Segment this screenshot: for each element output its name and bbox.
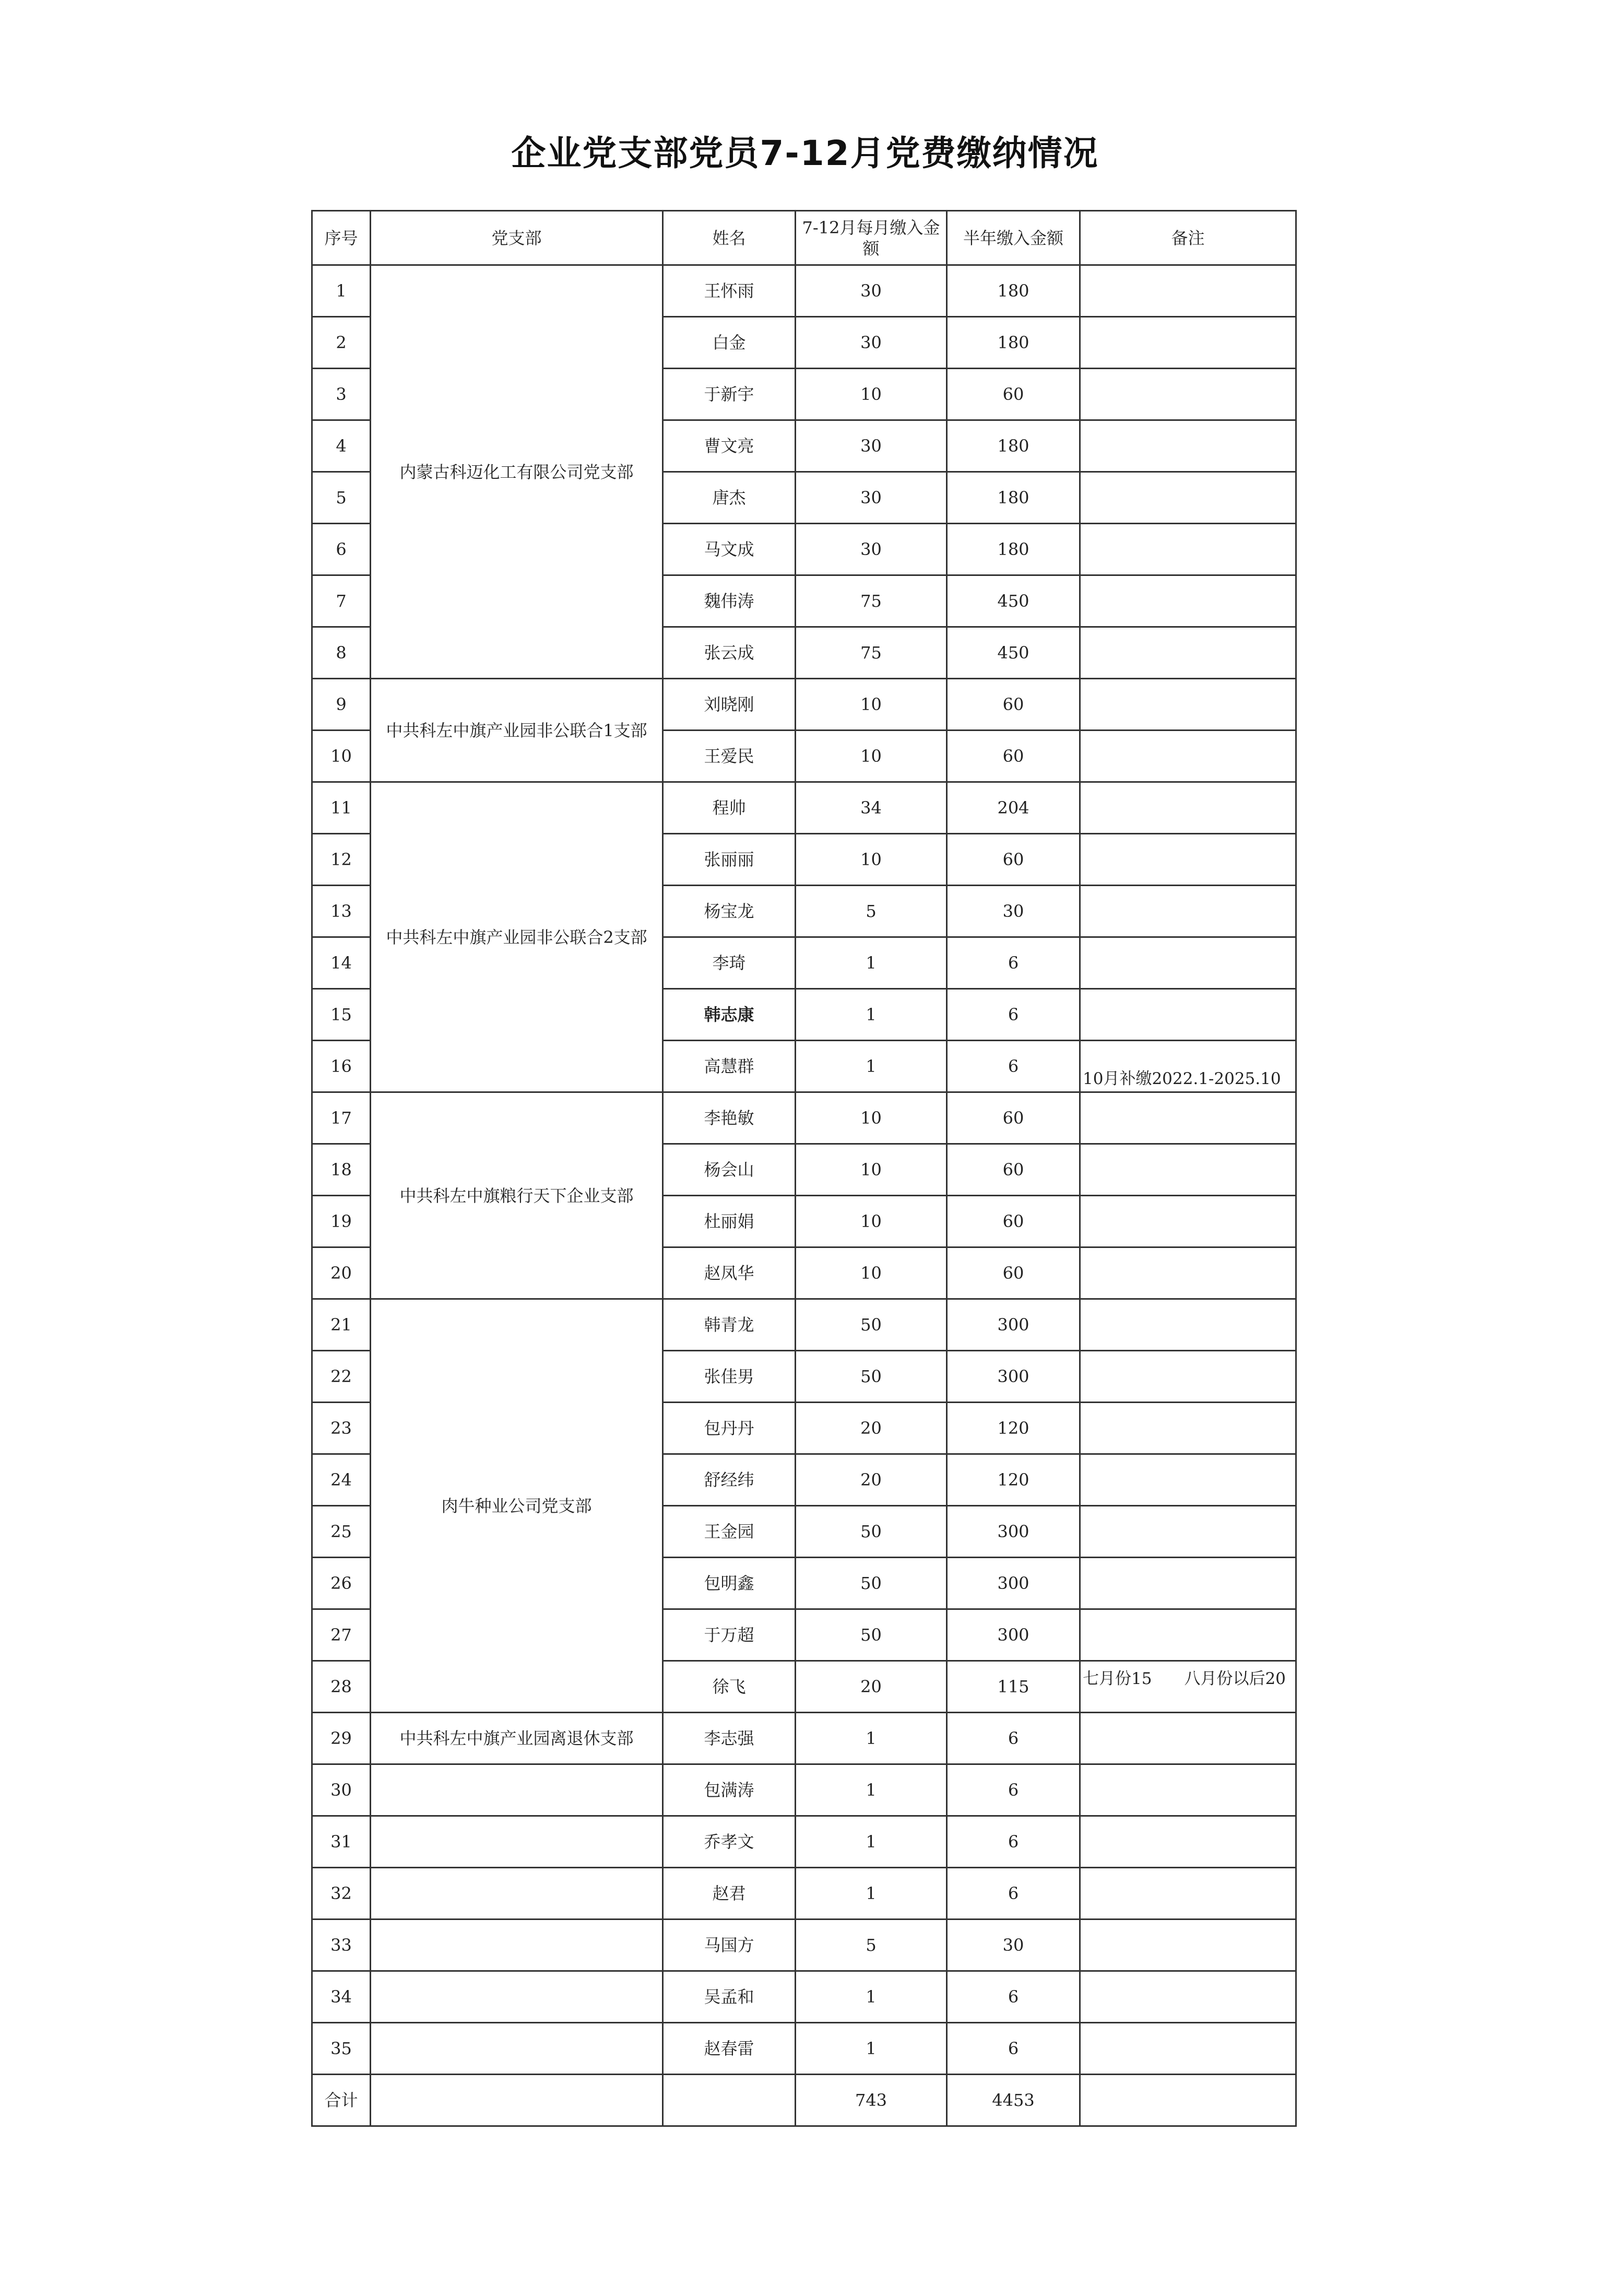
- half-year-cell: 450: [947, 627, 1080, 679]
- monthly-cell: 10: [796, 679, 947, 731]
- monthly-cell: 10: [796, 1144, 947, 1196]
- name-cell: 李艳敏: [663, 1092, 796, 1144]
- remark-cell: [1080, 1816, 1296, 1868]
- total-half-year: 4453: [947, 2075, 1080, 2126]
- monthly-cell: 20: [796, 1403, 947, 1454]
- table-row: [312, 1816, 1296, 1868]
- monthly-cell: 30: [796, 265, 947, 317]
- remark-cell: [1080, 317, 1296, 369]
- half-year-cell: 300: [947, 1609, 1080, 1661]
- monthly-cell: 1: [796, 989, 947, 1041]
- name-cell: 杜丽娟: [663, 1196, 796, 1247]
- seq-cell: 29: [312, 1713, 371, 1764]
- total-branch-cell: [371, 2075, 663, 2126]
- seq-cell: 32: [312, 1868, 371, 1920]
- seq-cell: 10: [312, 731, 371, 782]
- seq-cell: 20: [312, 1247, 371, 1299]
- name-cell: 舒经纬: [663, 1454, 796, 1506]
- half-year-cell: 6: [947, 1764, 1080, 1816]
- name-cell: 李琦: [663, 937, 796, 989]
- header-branch: 党支部: [371, 211, 663, 265]
- half-year-cell: 60: [947, 1196, 1080, 1247]
- half-year-cell: 60: [947, 1247, 1080, 1299]
- name-cell: 包满涛: [663, 1764, 796, 1816]
- name-cell: 韩志康: [663, 989, 796, 1041]
- seq-cell: 4: [312, 420, 371, 472]
- half-year-cell: 60: [947, 834, 1080, 886]
- name-cell: 王怀雨: [663, 265, 796, 317]
- seq-cell: 15: [312, 989, 371, 1041]
- branch-cell: [371, 2023, 663, 2075]
- remark-cell: [1080, 575, 1296, 627]
- seq-cell: 9: [312, 679, 371, 731]
- remark-cell: 10月补缴2022.1-2025.10: [1080, 1041, 1296, 1092]
- remark-cell: [1080, 886, 1296, 937]
- remark-cell: [1080, 627, 1296, 679]
- remark-cell: [1080, 989, 1296, 1041]
- dues-table: [311, 210, 1297, 2127]
- table-row: [312, 1092, 1296, 1144]
- branch-cell: [371, 1764, 663, 1816]
- monthly-cell: 1: [796, 1713, 947, 1764]
- remark-cell: [1080, 1351, 1296, 1403]
- monthly-cell: 10: [796, 731, 947, 782]
- branch-cell: 中共科左中旗粮行天下企业支部: [371, 1092, 663, 1299]
- remark-cell: [1080, 1506, 1296, 1558]
- remark-cell: [1080, 1971, 1296, 2023]
- half-year-cell: 60: [947, 1092, 1080, 1144]
- monthly-cell: 20: [796, 1454, 947, 1506]
- name-cell: 马文成: [663, 524, 796, 575]
- monthly-cell: 10: [796, 1196, 947, 1247]
- name-cell: 曹文亮: [663, 420, 796, 472]
- half-year-cell: 120: [947, 1403, 1080, 1454]
- branch-cell: [371, 1868, 663, 1920]
- half-year-cell: 6: [947, 1041, 1080, 1092]
- half-year-cell: 6: [947, 1971, 1080, 2023]
- seq-cell: 21: [312, 1299, 371, 1351]
- monthly-cell: 5: [796, 886, 947, 937]
- table-row: [312, 782, 1296, 834]
- seq-cell: 35: [312, 2023, 371, 2075]
- total-remark-cell: [1080, 2075, 1296, 2126]
- half-year-cell: 6: [947, 937, 1080, 989]
- name-cell: 吴孟和: [663, 1971, 796, 2023]
- seq-cell: 13: [312, 886, 371, 937]
- monthly-cell: 50: [796, 1506, 947, 1558]
- remark-cell: [1080, 1403, 1296, 1454]
- monthly-cell: 75: [796, 627, 947, 679]
- seq-cell: 27: [312, 1609, 371, 1661]
- name-cell: 白金: [663, 317, 796, 369]
- monthly-cell: 20: [796, 1661, 947, 1713]
- monthly-cell: 30: [796, 420, 947, 472]
- name-cell: 包明鑫: [663, 1558, 796, 1609]
- name-cell: 于万超: [663, 1609, 796, 1661]
- total-monthly: 743: [796, 2075, 947, 2126]
- name-cell: 徐飞: [663, 1661, 796, 1713]
- seq-cell: 33: [312, 1920, 371, 1971]
- half-year-cell: 60: [947, 369, 1080, 420]
- name-cell: 王金园: [663, 1506, 796, 1558]
- table-row: [312, 1868, 1296, 1920]
- header-name: 姓名: [663, 211, 796, 265]
- name-cell: 赵凤华: [663, 1247, 796, 1299]
- half-year-cell: 30: [947, 1920, 1080, 1971]
- name-cell: 刘晓刚: [663, 679, 796, 731]
- half-year-cell: 30: [947, 886, 1080, 937]
- header-monthly: 7-12月每月缴入金额: [796, 211, 947, 265]
- monthly-cell: 10: [796, 369, 947, 420]
- seq-cell: 12: [312, 834, 371, 886]
- name-cell: 韩青龙: [663, 1299, 796, 1351]
- monthly-cell: 50: [796, 1351, 947, 1403]
- seq-cell: 8: [312, 627, 371, 679]
- remark-cell: [1080, 1764, 1296, 1816]
- document-title: 企业党支部党员7-12月党费缴纳情况: [511, 133, 1099, 173]
- remark-cell: [1080, 937, 1296, 989]
- name-cell: 杨宝龙: [663, 886, 796, 937]
- branch-cell: 中共科左中旗产业园非公联合1支部: [371, 679, 663, 782]
- remark-cell: [1080, 265, 1296, 317]
- seq-cell: 19: [312, 1196, 371, 1247]
- seq-cell: 7: [312, 575, 371, 627]
- table-row: [312, 1713, 1296, 1764]
- seq-cell: 22: [312, 1351, 371, 1403]
- name-cell: 马国方: [663, 1920, 796, 1971]
- seq-cell: 1: [312, 265, 371, 317]
- half-year-cell: 180: [947, 524, 1080, 575]
- monthly-cell: 50: [796, 1609, 947, 1661]
- half-year-cell: 180: [947, 472, 1080, 524]
- name-cell: 魏伟涛: [663, 575, 796, 627]
- total-label: 合计: [312, 2075, 371, 2126]
- name-cell: 乔孝文: [663, 1816, 796, 1868]
- half-year-cell: 6: [947, 1816, 1080, 1868]
- branch-cell: [371, 1816, 663, 1868]
- total-row: [312, 2075, 1296, 2126]
- remark-cell: [1080, 1092, 1296, 1144]
- monthly-cell: 34: [796, 782, 947, 834]
- total-name-cell: [663, 2075, 796, 2126]
- remark-cell: [1080, 782, 1296, 834]
- remark-cell: [1080, 524, 1296, 575]
- seq-cell: 5: [312, 472, 371, 524]
- monthly-cell: 50: [796, 1299, 947, 1351]
- seq-cell: 6: [312, 524, 371, 575]
- name-cell: 张云成: [663, 627, 796, 679]
- seq-cell: 24: [312, 1454, 371, 1506]
- header-seq: 序号: [312, 211, 371, 265]
- seq-cell: 26: [312, 1558, 371, 1609]
- monthly-cell: 10: [796, 1247, 947, 1299]
- name-cell: 程帅: [663, 782, 796, 834]
- remark-cell: [1080, 834, 1296, 886]
- half-year-cell: 60: [947, 679, 1080, 731]
- table-row: [312, 679, 1296, 731]
- monthly-cell: 1: [796, 2023, 947, 2075]
- half-year-cell: 6: [947, 2023, 1080, 2075]
- monthly-cell: 1: [796, 1868, 947, 1920]
- seq-cell: 11: [312, 782, 371, 834]
- branch-cell: [371, 1971, 663, 2023]
- table-row: [312, 1764, 1296, 1816]
- remark-cell: [1080, 1196, 1296, 1247]
- half-year-cell: 300: [947, 1506, 1080, 1558]
- monthly-cell: 1: [796, 1041, 947, 1092]
- table-row: [312, 1299, 1296, 1351]
- half-year-cell: 60: [947, 731, 1080, 782]
- half-year-cell: 60: [947, 1144, 1080, 1196]
- seq-cell: 23: [312, 1403, 371, 1454]
- table-row: [312, 265, 1296, 317]
- half-year-cell: 180: [947, 420, 1080, 472]
- half-year-cell: 120: [947, 1454, 1080, 1506]
- table-row: [312, 1920, 1296, 1971]
- remark-cell: [1080, 1247, 1296, 1299]
- half-year-cell: 300: [947, 1299, 1080, 1351]
- name-cell: 张丽丽: [663, 834, 796, 886]
- table-row: [312, 2023, 1296, 2075]
- remark-cell: [1080, 1299, 1296, 1351]
- half-year-cell: 450: [947, 575, 1080, 627]
- name-cell: 张佳男: [663, 1351, 796, 1403]
- remark-cell: [1080, 2023, 1296, 2075]
- monthly-cell: 1: [796, 1764, 947, 1816]
- remark-cell: [1080, 1558, 1296, 1609]
- seq-cell: 25: [312, 1506, 371, 1558]
- half-year-cell: 115: [947, 1661, 1080, 1713]
- half-year-cell: 300: [947, 1351, 1080, 1403]
- name-cell: 赵春雷: [663, 2023, 796, 2075]
- half-year-cell: 300: [947, 1558, 1080, 1609]
- branch-cell: 内蒙古科迈化工有限公司党支部: [371, 265, 663, 679]
- seq-cell: 28: [312, 1661, 371, 1713]
- branch-cell: 肉牛种业公司党支部: [371, 1299, 663, 1713]
- remark-cell: [1080, 1454, 1296, 1506]
- header-row: [312, 211, 1296, 265]
- branch-cell: 中共科左中旗产业园非公联合2支部: [371, 782, 663, 1092]
- name-cell: 赵君: [663, 1868, 796, 1920]
- table-row: [312, 1971, 1296, 2023]
- half-year-cell: 204: [947, 782, 1080, 834]
- name-cell: 唐杰: [663, 472, 796, 524]
- remark-cell: [1080, 679, 1296, 731]
- half-year-cell: 6: [947, 1868, 1080, 1920]
- name-cell: 李志强: [663, 1713, 796, 1764]
- half-year-cell: 180: [947, 265, 1080, 317]
- remark-cell: [1080, 472, 1296, 524]
- header-remark: 备注: [1080, 211, 1296, 265]
- monthly-cell: 10: [796, 834, 947, 886]
- half-year-cell: 180: [947, 317, 1080, 369]
- name-cell: 王爱民: [663, 731, 796, 782]
- seq-cell: 3: [312, 369, 371, 420]
- monthly-cell: 1: [796, 937, 947, 989]
- seq-cell: 17: [312, 1092, 371, 1144]
- seq-cell: 14: [312, 937, 371, 989]
- monthly-cell: 75: [796, 575, 947, 627]
- half-year-cell: 6: [947, 989, 1080, 1041]
- name-cell: 于新宇: [663, 369, 796, 420]
- remark-cell: [1080, 731, 1296, 782]
- monthly-cell: 1: [796, 1971, 947, 2023]
- half-year-cell: 6: [947, 1713, 1080, 1764]
- monthly-cell: 1: [796, 1816, 947, 1868]
- branch-cell: [371, 1920, 663, 1971]
- remark-cell: [1080, 1713, 1296, 1764]
- remark-cell: [1080, 1609, 1296, 1661]
- monthly-cell: 10: [796, 1092, 947, 1144]
- remark-cell: [1080, 369, 1296, 420]
- seq-cell: 31: [312, 1816, 371, 1868]
- remark-cell: [1080, 420, 1296, 472]
- branch-cell: 中共科左中旗产业园离退休支部: [371, 1713, 663, 1764]
- seq-cell: 30: [312, 1764, 371, 1816]
- name-cell: 包丹丹: [663, 1403, 796, 1454]
- monthly-cell: 30: [796, 524, 947, 575]
- seq-cell: 34: [312, 1971, 371, 2023]
- name-cell: 杨会山: [663, 1144, 796, 1196]
- remark-cell: [1080, 1144, 1296, 1196]
- seq-cell: 2: [312, 317, 371, 369]
- name-cell: 高慧群: [663, 1041, 796, 1092]
- remark-cell: [1080, 1920, 1296, 1971]
- monthly-cell: 5: [796, 1920, 947, 1971]
- seq-cell: 18: [312, 1144, 371, 1196]
- monthly-cell: 30: [796, 317, 947, 369]
- remark-cell: 七月份15 八月份以后20: [1080, 1661, 1296, 1713]
- monthly-cell: 50: [796, 1558, 947, 1609]
- remark-cell: [1080, 1868, 1296, 1920]
- header-half-year: 半年缴入金额: [947, 211, 1080, 265]
- monthly-cell: 30: [796, 472, 947, 524]
- seq-cell: 16: [312, 1041, 371, 1092]
